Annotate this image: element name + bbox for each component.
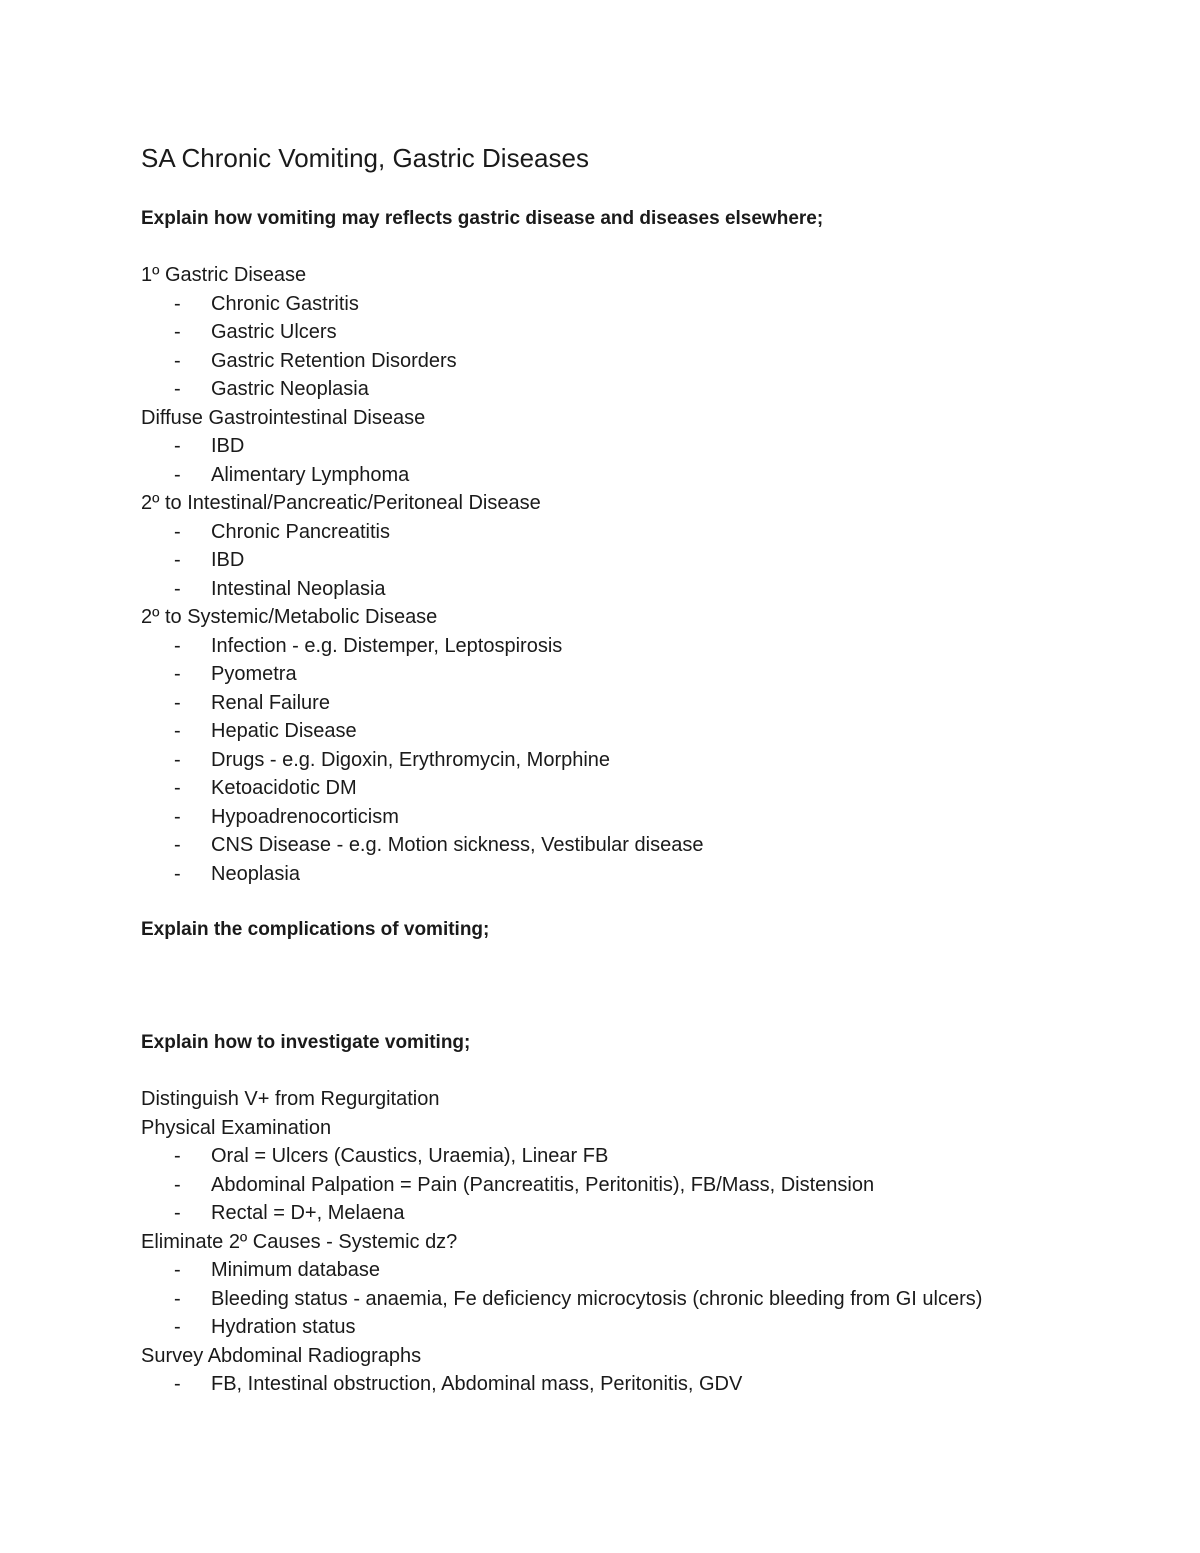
- list-item: - Drugs - e.g. Digoxin, Erythromycin, Morphine: [141, 746, 1141, 775]
- bullet-dash: -: [174, 691, 181, 714]
- category-label: Physical Examination: [141, 1116, 332, 1139]
- bullet-dash: -: [174, 1373, 181, 1395]
- list-item: - Hypoadrenocorticism: [141, 803, 1141, 832]
- bullet-dash: -: [174, 321, 181, 343]
- bullet-dash: -: [174, 663, 181, 685]
- bullet-dash: -: [174, 634, 181, 657]
- bullet-dash: -: [174, 463, 181, 486]
- list-item: - Oral = Ulcers (Caustics, Uraemia), Linear FB: [141, 1142, 1141, 1171]
- bullet-dash: -: [174, 777, 181, 799]
- document-title: SA Chronic Vomiting, Gastric Diseases: [141, 143, 589, 173]
- bullet-dash: -: [174, 1145, 181, 1167]
- bullet-dash: -: [174, 748, 181, 771]
- bullet-dash: -: [174, 577, 181, 600]
- category-label: Survey Abdominal Radiographs: [141, 1344, 422, 1367]
- list-item: - Chronic Pancreatitis: [141, 518, 1141, 547]
- list-item: - Pyometra: [141, 660, 1141, 689]
- list-item: - Infection - e.g. Distemper, Leptospirosis: [141, 632, 1141, 661]
- category-label: 1º Gastric Disease: [141, 264, 307, 286]
- list-item: - Minimum database: [141, 1256, 1141, 1285]
- list-item: - Rectal = D+, Melaena: [141, 1199, 1141, 1228]
- list-item: - Gastric Neoplasia: [141, 375, 1141, 404]
- section-heading-investigation: Explain how to investigate vomiting;: [141, 1032, 471, 1053]
- bullet-dash: -: [174, 435, 181, 457]
- bullet-dash: -: [174, 720, 181, 742]
- list-item: - Chronic Gastritis: [141, 290, 1141, 319]
- list-item: - Alimentary Lymphoma: [141, 461, 1141, 490]
- bullet-dash: -: [174, 1316, 181, 1338]
- category-label: Distinguish V+ from Regurgitation: [141, 1088, 440, 1110]
- list-item: - Gastric Ulcers: [141, 318, 1141, 347]
- list-item: - Hepatic Disease: [141, 717, 1141, 746]
- bullet-dash: -: [174, 520, 181, 543]
- list-item: - Gastric Retention Disorders: [141, 347, 1141, 376]
- bullet-dash: -: [174, 349, 181, 372]
- list-item: - Bleeding status - anaemia, Fe deficiency microcytosis (chronic bleeding from GI ulcers): [141, 1285, 1141, 1314]
- bullet-dash: -: [174, 1259, 181, 1281]
- bullet-dash: -: [174, 834, 181, 856]
- bullet-dash: -: [174, 805, 181, 828]
- section3-content: [141, 1085, 1141, 1399]
- bullet-dash: -: [174, 1202, 181, 1224]
- section1-content: [141, 261, 1141, 888]
- bullet-dash: -: [174, 1173, 181, 1196]
- list-item: - IBD: [141, 546, 1141, 575]
- bullet-dash: -: [174, 292, 181, 315]
- list-item: - IBD: [141, 432, 1141, 461]
- list-item: - Hydration status: [141, 1313, 1141, 1342]
- category-label: 2º to Systemic/Metabolic Disease: [141, 606, 438, 628]
- list-item: - CNS Disease - e.g. Motion sickness, Vestibular disease: [141, 831, 1141, 860]
- bullet-dash: -: [174, 378, 181, 400]
- category-label: 2º to Intestinal/Pancreatic/Peritoneal Disease: [141, 492, 541, 514]
- category-label: Eliminate 2º Causes - Systemic dz?: [141, 1230, 458, 1253]
- list-item: - FB, Intestinal obstruction, Abdominal mass, Peritonitis, GDV: [141, 1370, 1141, 1399]
- list-item: - Ketoacidotic DM: [141, 774, 1141, 803]
- list-item: - Abdominal Palpation = Pain (Pancreatitis, Peritonitis), FB/Mass, Distension: [141, 1171, 1141, 1200]
- category-label: Diffuse Gastrointestinal Disease: [141, 406, 426, 429]
- list-item: - Neoplasia: [141, 860, 1141, 889]
- bullet-dash: -: [174, 549, 181, 571]
- list-item: - Intestinal Neoplasia: [141, 575, 1141, 604]
- section-heading-gastric-disease: Explain how vomiting may reflects gastric disease and diseases elsewhere;: [141, 208, 824, 229]
- list-item: - Renal Failure: [141, 689, 1141, 718]
- bullet-dash: -: [174, 1287, 181, 1310]
- bullet-dash: -: [174, 862, 181, 885]
- section-heading-complications: Explain the complications of vomiting;: [141, 919, 490, 940]
